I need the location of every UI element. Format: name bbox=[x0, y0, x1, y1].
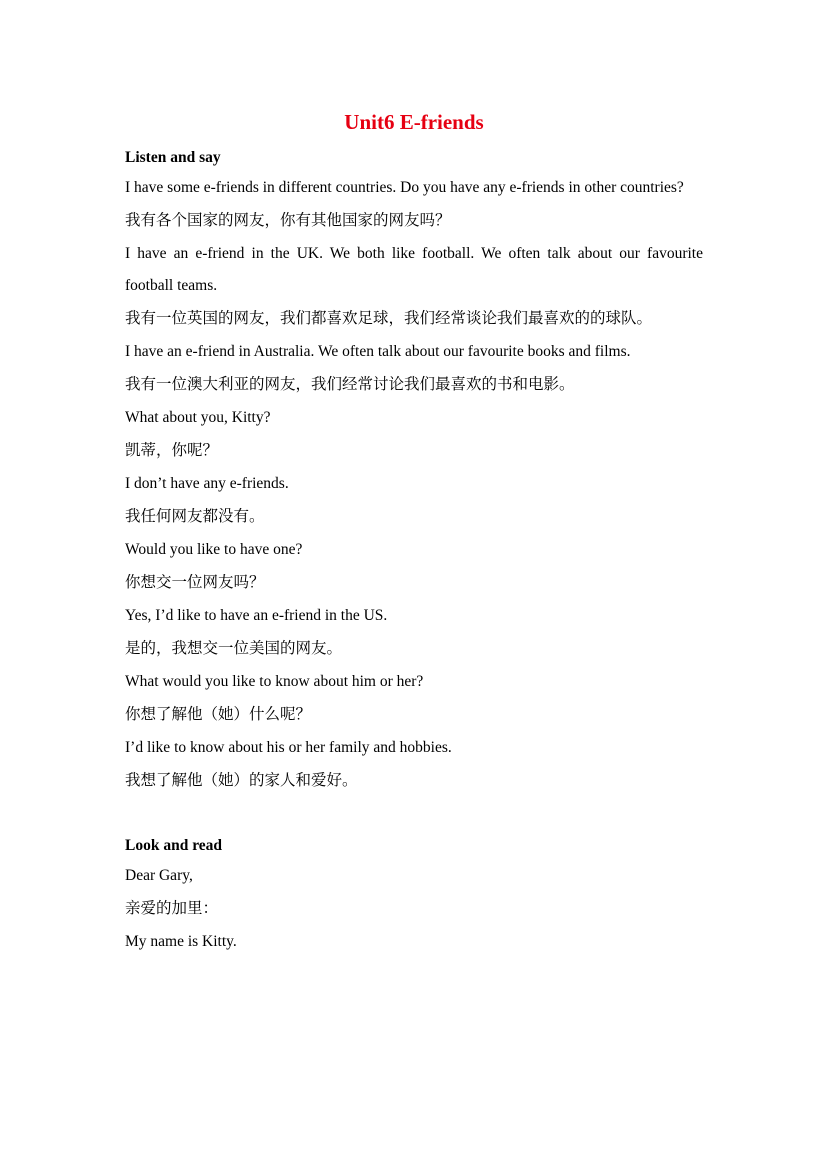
chinese-line: 我想了解他（她）的家人和爱好。 bbox=[125, 771, 358, 789]
english-line: I have an e-friend in Australia. We often talk about our favourite books and films. bbox=[125, 343, 631, 360]
chinese-line: 你想了解他（她）什么呢？ bbox=[125, 705, 312, 723]
document-title: Unit6 E-friends bbox=[344, 110, 484, 134]
chinese-line: 我任何网友都没有。 bbox=[125, 507, 265, 525]
chinese-line: 我有一位英国的网友，我们都喜欢足球，我们经常谈论我们最喜欢的的球队。 bbox=[125, 309, 653, 327]
english-line: I have some e-friends in different countries. Do you have any e-friends in other countries? bbox=[125, 179, 684, 196]
chinese-line: 我有一位澳大利亚的网友，我们经常讨论我们最喜欢的书和电影。 bbox=[125, 375, 575, 393]
document-page bbox=[125, 108, 703, 958]
chinese-line: 是的，我想交一位美国的网友。 bbox=[125, 639, 343, 657]
english-line: I don’t have any e-friends. bbox=[125, 475, 289, 492]
english-line: Dear Gary, bbox=[125, 867, 193, 884]
english-line: Would you like to have one? bbox=[125, 541, 303, 558]
chinese-line: 凯蒂，你呢？ bbox=[125, 441, 219, 459]
english-line: My name is Kitty. bbox=[125, 933, 237, 950]
section-listen-and-say bbox=[125, 144, 703, 796]
chinese-line: 我有各个国家的网友，你有其他国家的网友吗？ bbox=[125, 211, 451, 229]
chinese-line: 亲爱的加里： bbox=[125, 899, 219, 917]
english-line: I’d like to know about his or her family and hobbies. bbox=[125, 739, 452, 756]
section-heading: Listen and say bbox=[125, 149, 221, 166]
section-spacer bbox=[125, 798, 703, 832]
section-look-and-read bbox=[125, 832, 703, 958]
english-line: I have an e-friend in the UK. We both like football. We often talk about our favourite football teams. bbox=[125, 245, 703, 294]
chinese-line: 你想交一位网友吗？ bbox=[125, 573, 265, 591]
english-line: Yes, I’d like to have an e-friend in the US. bbox=[125, 607, 388, 624]
english-line: What would you like to know about him or her? bbox=[125, 673, 424, 690]
english-line: What about you, Kitty? bbox=[125, 409, 271, 426]
section-heading: Look and read bbox=[125, 837, 223, 854]
